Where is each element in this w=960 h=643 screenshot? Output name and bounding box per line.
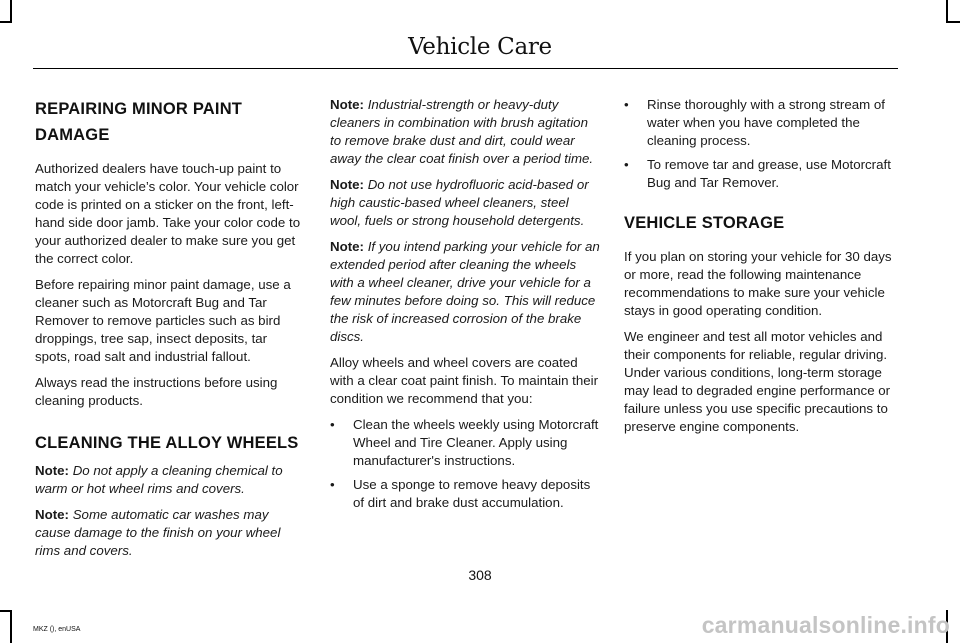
bullet-glyph: • (330, 417, 335, 432)
list-item (330, 416, 600, 470)
note-text: Industrial-strength or heavy-duty cleaners in combination with brush agitation to remove brake dust and dirt, could wear away the clear coat finish over a period time. (330, 97, 594, 166)
bullet-glyph: • (624, 97, 629, 112)
heading-line-1: REPAIRING MINOR PAINT (35, 100, 243, 118)
watermark-logo: carmanualsonline.info (701, 612, 950, 638)
heading-line-2: DAMAGE (35, 126, 110, 144)
paragraph-read-instructions: Always read the instructions before using cleaning products. (35, 375, 278, 408)
section-heading-repairing-paint (35, 96, 305, 148)
crop-mark-bottom-left-vertical (10, 610, 12, 643)
wheel-care-list-continued (624, 96, 894, 192)
note-car-washes (35, 506, 305, 560)
note-extended-parking (330, 238, 600, 346)
crop-mark-bottom-left-horizontal (0, 610, 12, 612)
note-warm-wheels (35, 462, 305, 498)
section-heading-vehicle-storage: VEHICLE STORAGE (624, 214, 785, 232)
crop-mark-top-left-horizontal (0, 21, 12, 23)
note-text: Some automatic car washes may cause damage to the finish on your wheel rims and covers. (35, 507, 281, 558)
crop-mark-top-right-horizontal (946, 21, 960, 23)
bullet-glyph: • (624, 157, 629, 172)
list-item (624, 156, 894, 192)
note-label: Note: (35, 507, 69, 522)
list-item-text: Clean the wheels weekly using Motorcraft Wheel and Tire Cleaner. Apply using manufacturer's instructions. (353, 417, 599, 468)
paragraph-alloy-wheels-coated: Alloy wheels and wheel covers are coated with a clear coat paint finish. To maintain their condition we recommend that you: (330, 355, 599, 406)
note-label: Note: (35, 463, 69, 478)
paragraph-storing-vehicle: If you plan on storing your vehicle for 30 days or more, read the following maintenance recommendations to make sure your vehicle stays in good operating condition. (624, 249, 892, 318)
wheel-care-list (330, 416, 600, 512)
header-divider (33, 68, 898, 69)
list-item (624, 96, 894, 150)
list-item-text: To remove tar and grease, use Motorcraft Bug and Tar Remover. (647, 157, 891, 190)
note-label: Note: (330, 97, 364, 112)
list-item-text: Use a sponge to remove heavy deposits of dirt and brake dust accumulation. (353, 477, 591, 510)
column-left (35, 96, 305, 568)
section-heading-alloy-wheels: CLEANING THE ALLOY WHEELS (35, 434, 299, 452)
note-text: Do not use hydrofluoric acid-based or high caustic-based wheel cleaners, steel wool, fuels or strong household detergents. (330, 177, 589, 228)
note-label: Note: (330, 239, 364, 254)
column-middle (330, 96, 600, 520)
crop-mark-top-left-vertical (10, 0, 12, 22)
note-text: Do not apply a cleaning chemical to warm or hot wheel rims and covers. (35, 463, 283, 496)
note-hydrofluoric-acid (330, 176, 600, 230)
note-text: If you intend parking your vehicle for an extended period after cleaning the wheels with a wheel cleaner, drive your vehicle for a few minutes before doing so. This will reduce the risk of increased corrosion of the brake discs. (330, 239, 600, 344)
list-item-text: Rinse thoroughly with a strong stream of water when you have completed the cleaning process. (647, 97, 885, 148)
bullet-glyph: • (330, 477, 335, 492)
page-header-title: Vehicle Care (408, 34, 552, 60)
crop-mark-top-right-vertical (946, 0, 948, 22)
paragraph-before-repairing: Before repairing minor paint damage, use a cleaner such as Motorcraft Bug and Tar Remover to remove particles such as bird droppings, tree sap, insect deposits, tar spots, road salt and industrial fallout. (35, 277, 291, 364)
note-industrial-cleaners (330, 96, 600, 168)
page-number: 308 (468, 567, 492, 583)
column-right (624, 96, 894, 444)
note-label: Note: (330, 177, 364, 192)
paragraph-engineer-and-test: We engineer and test all motor vehicles and their components for reliable, regular driving. Under various conditions, long-term storage may lead to degraded engine performance or failure unless you use specific precautions to preserve engine components. (624, 329, 891, 434)
footer-document-code: MKZ (), enUSA (33, 626, 81, 633)
paragraph-touch-up-paint: Authorized dealers have touch-up paint to match your vehicle’s color. Your vehicle color code is printed on a sticker on the front, left-hand side door jamb. Take your color code to your authorized dealer to make sure you get the correct color. (35, 161, 301, 266)
list-item (330, 476, 600, 512)
